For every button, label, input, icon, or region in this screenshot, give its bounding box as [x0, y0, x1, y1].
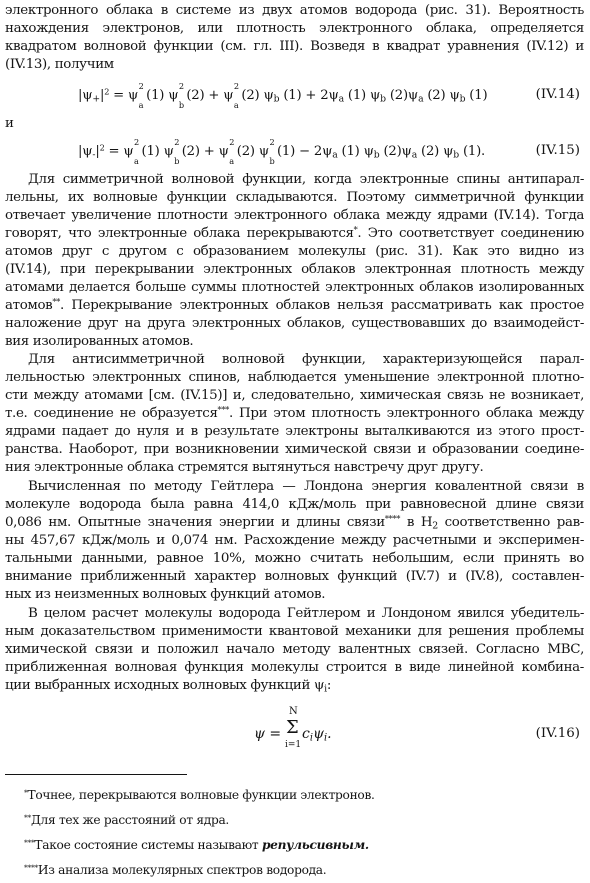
footnote-separator [5, 774, 187, 775]
text-line: тальными данными, равное 10%, можно считать небольшим, если принять во [5, 551, 584, 566]
text-line: приближенная волновая функция молекулы строится в виде линейной комбина- [5, 660, 584, 675]
text-line: Для симметричной волновой функции, когда электронные спины антипарал- [28, 172, 584, 187]
text-line: ядрами падает до нуля и в результате электроны выталкиваются из этого прост- [5, 424, 584, 439]
text-line: лельны, их волновые функции складываются. Поэтому симметричной функции [5, 190, 584, 205]
text-line: (IV.13), получим [5, 57, 114, 72]
text-line: ции выбранных исходных волновых функций $\psi_i$: [5, 678, 331, 695]
text-line: отвечает увеличение плотности электронного облака между ядрами (IV.14). Тогда [5, 208, 584, 223]
text-line: сти между атомами [см. (IV.15)] и, следовательно, химическая связь не возникает, [5, 388, 584, 403]
text-line: атомов друг с другом с образованием молекулы (рис. 31). Как это видно из [5, 244, 584, 259]
equation-number: (IV.14) [535, 87, 580, 102]
text-line: ным доказательством применимости квантовой механики для решения проблемы [5, 624, 584, 639]
text-line: ны 457,67 кДж/моль и 0,074 нм. Расхождение между расчетными и эксперимен- [5, 533, 584, 548]
text-line: атомов**. Перекрывание электронных облаков нельзя рассматривать как простое [5, 296, 584, 313]
text-line: электронного облака в системе из двух атомов водорода (рис. 31). Вероятность [5, 3, 584, 18]
text-line: квадратом волновой функции (см. гл. III). Возведя в квадрат уравнения (IV.12) и [5, 39, 584, 54]
footnote-2: **Для тех же расстояний от ядра. [24, 812, 229, 827]
text-line: ных из неизменных волновых функций атомов. [5, 587, 326, 602]
equation-iv15: $|\psi_-|^2 = \psi$ 2 a (1) ψ 2 b (2) + ψ 2 a (2) ψ 2 b $(1) - 2\psi_a$ (1) $\psi_b$ $(2)\psi_a$ (2) $\psi_b$ (1). [78, 137, 486, 167]
text-line: 0,086 нм. Опытные значения энергии и длины связи**** в $H_2$ соответственно рав- [5, 513, 584, 532]
equation-number: (IV.16) [535, 726, 580, 741]
text-line: химической связи и положил начало методу валентных связей. Согласно МВС, [5, 642, 584, 657]
text-line: (IV.14), при перекрывании электронных облаков электронная плотность между [5, 262, 584, 277]
text-line: т.е. соединение не образуется***. При этом плотность электронного облака между [5, 404, 584, 421]
equation-iv14: $|\psi_+|^2 = \psi$ 2 a (1) ψ 2 b (2) + ψ 2 a (2) $\psi_b$ $(1) + 2\psi_a$ (1) $\psi_b$ $(2)\psi_a$ (2) $\psi_b$ (1) [78, 81, 488, 111]
text-line: атомами делается больше суммы плотностей электронных облаков изолированных [5, 280, 584, 295]
text-line: ния электронные облака стремятся вытянуться навстречу друг другу. [5, 460, 484, 475]
text-line: говорят, что электронные облака перекрываются*. Это соответствует соединению [5, 224, 584, 241]
text-line: нахождения электронов, или плотность электронного облака, определяется [5, 21, 584, 36]
sum-lower-limit: i=1 [285, 740, 302, 750]
text-line: ранства. Наоборот, при возникновении химической связи и образовании соедине- [5, 442, 584, 457]
sum-upper-limit: N [289, 706, 298, 717]
equation-term: $c_i\psi_i$. [302, 726, 332, 744]
equation-number: (IV.15) [535, 143, 580, 158]
footnote-4: ****Из анализа молекулярных спектров водорода. [24, 862, 327, 877]
equation-lhs: ψ = [254, 726, 282, 742]
text-line: наложение друг на друга электронных облаков, существовавших до взаимодейст- [5, 316, 584, 331]
conjunction: и [5, 116, 14, 131]
text-line: Для антисимметричной волновой функции, характеризующейся парал- [28, 352, 584, 367]
text-line: Вычисленная по методу Гейтлера — Лондона энергия ковалентной связи в [28, 479, 584, 494]
text-line: лельностью электронных спинов, наблюдается уменьшение электронной плотно- [5, 370, 584, 385]
text-line: вия изолированных атомов. [5, 334, 194, 349]
equation-iv16 [0, 700, 590, 760]
footnote-1: *Точнее, перекрываются волновые функции электронов. [24, 787, 375, 802]
sum-symbol: Σ [286, 717, 299, 738]
text-line: внимание приближенный характер волновых функций (IV.7) и (IV.8), составлен- [5, 569, 584, 584]
text-line: В целом расчет молекулы водорода Гейтлером и Лондоном явился убедитель- [28, 606, 584, 621]
text-line: молекуле водорода была равна 414,0 кДж/моль при равновесной длине связи [5, 497, 584, 512]
footnote-3: ***Такое состояние системы называют репульсивным. [24, 837, 369, 852]
